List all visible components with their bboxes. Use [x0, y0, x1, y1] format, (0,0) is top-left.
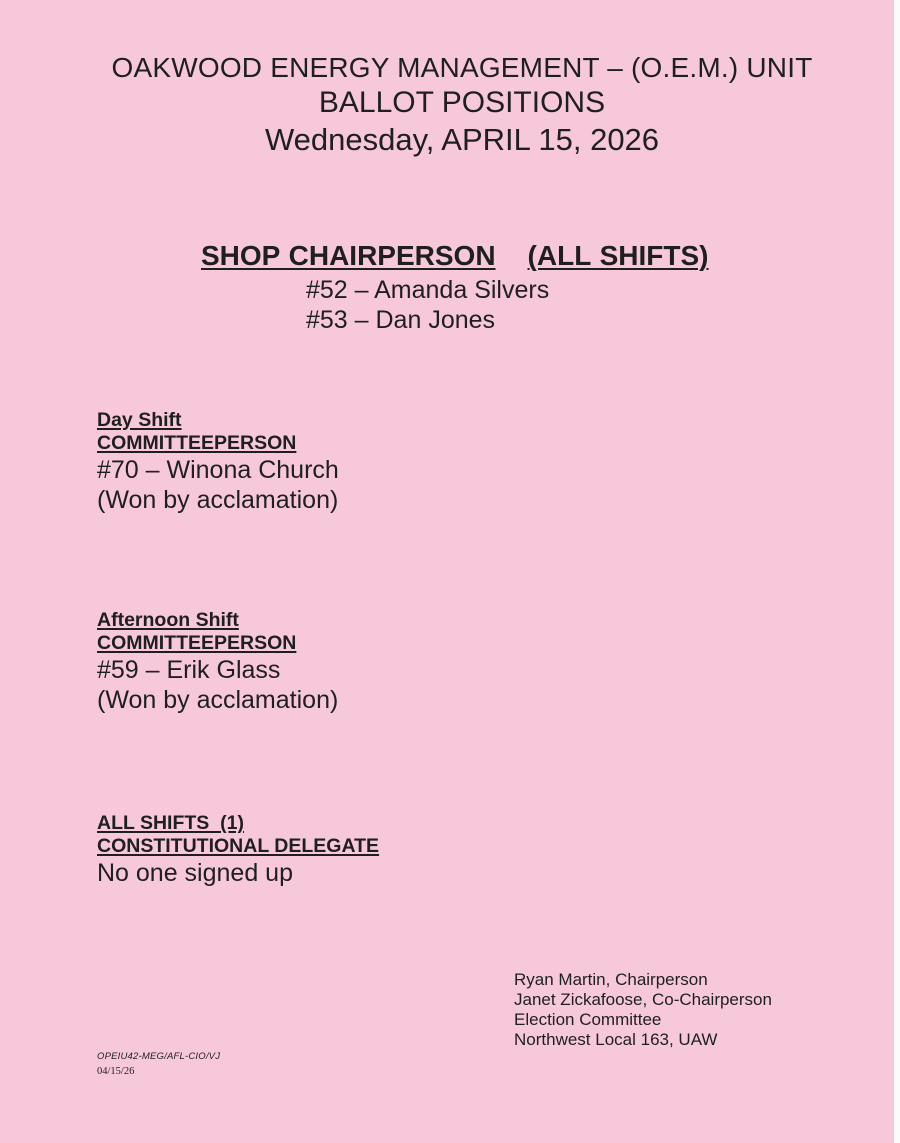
shop-chairperson-candidate: #52 – Amanda Silvers	[306, 276, 550, 304]
signature-line: Janet Zickafoose, Co-Chairperson	[514, 990, 772, 1009]
day-shift-label: Day Shift	[97, 409, 182, 431]
day-shift-position-label: COMMITTEEPERSON	[97, 432, 297, 454]
day-shift-result: (Won by acclamation)	[97, 486, 339, 514]
signature-line: Election Committee	[514, 1010, 662, 1029]
header-unit-title: OAKWOOD ENERGY MANAGEMENT – (O.E.M.) UNIT	[111, 52, 813, 83]
afternoon-shift-label: Afternoon Shift	[97, 609, 239, 631]
shop-chairperson-title: SHOP CHAIRPERSON	[201, 240, 496, 271]
header-date: Wednesday, APRIL 15, 2026	[264, 122, 660, 157]
header-ballot-positions: BALLOT POSITIONS	[318, 86, 606, 119]
afternoon-shift-candidate: #59 – Erik Glass	[97, 656, 281, 684]
shop-chairperson-heading	[201, 240, 708, 272]
constitutional-delegate-status: No one signed up	[97, 859, 293, 887]
union-label-code: OPEIU42-MEG/AFL-CIO/VJ	[97, 1051, 221, 1062]
shop-chairperson-candidate: #53 – Dan Jones	[306, 306, 496, 334]
day-shift-candidate: #70 – Winona Church	[97, 456, 339, 484]
footer-date: 04/15/26	[97, 1066, 135, 1077]
scan-edge	[894, 0, 900, 1143]
constitutional-delegate-label: CONSTITUTIONAL DELEGATE	[97, 835, 380, 857]
shop-chairperson-qualifier: (ALL SHIFTS)	[527, 240, 709, 271]
all-shifts-label: ALL SHIFTS (1)	[97, 812, 244, 834]
afternoon-shift-position-label: COMMITTEEPERSON	[97, 632, 297, 654]
afternoon-shift-result: (Won by acclamation)	[97, 686, 339, 714]
signature-line: Ryan Martin, Chairperson	[514, 970, 708, 989]
signature-line: Northwest Local 163, UAW	[514, 1030, 718, 1049]
